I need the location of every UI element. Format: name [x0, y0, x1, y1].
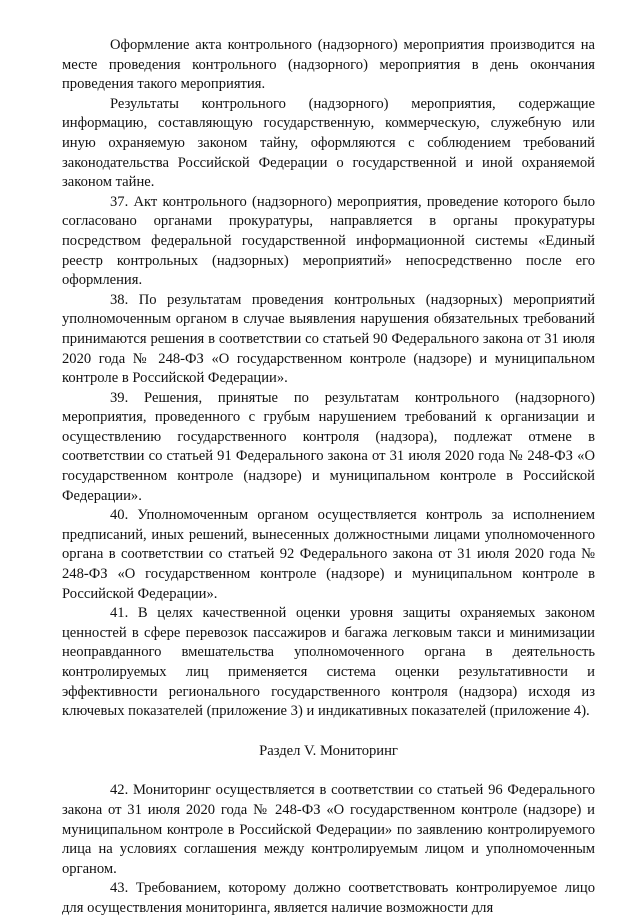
paragraph-41: 41. В целях качественной оценки уровня защиты охраняемых законом ценностей в сфере перевозок пассажиров и багажа легковым такси и минимизации неоправданного вмешательства уполномоченного органа в деятельность контролируемых лиц применяется система оценки результативности и эффективности регионального государственного контроля (надзора) исходя из ключевых показателей (приложение 3) и индикативных показателей (приложение 4).	[62, 605, 595, 720]
paragraph-results-secret-info: Результаты контрольного (надзорного) мероприятия, содержащие информацию, составляющую государственную, коммерческую, служебную или иную охраняемую законом тайну, оформляются с соблюдением требований законодательства Российской Федерации о государственной и иной охраняемой законом тайне.	[62, 95, 595, 191]
document-page	[62, 36, 595, 919]
paragraph-act-formalization: Оформление акта контрольного (надзорного) мероприятия производится на месте проведения контрольного (надзорного) мероприятия в день окончания проведения такого мероприятия.	[62, 37, 595, 93]
paragraph-40: 40. Уполномоченным органом осуществляется контроль за исполнением предписаний, иных решений, вынесенных должностными лицами уполномоченного органа в соответствии со статьей 92 Федерального закона от 31 июля 2020 года № 248-ФЗ «О государственном контроле (надзоре) и муниципальном контроле в Российской Федерации».	[62, 507, 595, 602]
paragraph-39: 39. Решения, принятые по результатам контрольного (надзорного) мероприятия, проведенного с грубым нарушением требований к организации и осуществлению государственного контроля (надзора), подлежат отмене в соответствии со статьей 91 Федерального закона от 31 июля 2020 года № 248-ФЗ «О государственном контроле (надзоре) и муниципальном контроле в Российской Федерации».	[62, 389, 595, 504]
section-heading: Раздел V. Мониторинг	[259, 742, 398, 759]
paragraph-43: 43. Требованием, которому должно соответствовать контролируемое лицо для осуществления мониторинга, является наличие возможности для	[62, 880, 595, 916]
paragraph-38: 38. По результатам проведения контрольных (надзорных) мероприятий уполномоченным органом в случае выявления нарушения обязательных требований принимаются решения в соответствии со статьей 90 Федерального закона от 31 июля 2020 года № 248-ФЗ «О государственном контроле (надзоре) и муниципальном контроле в Российской Федерации».	[62, 291, 595, 387]
paragraph-42: 42. Мониторинг осуществляется в соответствии со статьей 96 Федерального закона от 31 июля 2020 года № 248-ФЗ «О государственном контроле (надзоре) и муниципальном контроле в Российской Федерации» по заявлению контролируемого лица на условиях соглашения между контролируемым лицом и уполномоченным органом.	[62, 782, 595, 877]
paragraph-37: 37. Акт контрольного (надзорного) мероприятия, проведение которого было согласовано органами прокуратуры, направляется в органы прокуратуры посредством федеральной государственной информационной системы «Единый реестр контрольных (надзорных) мероприятий» непосредственно после его оформления.	[62, 193, 595, 289]
